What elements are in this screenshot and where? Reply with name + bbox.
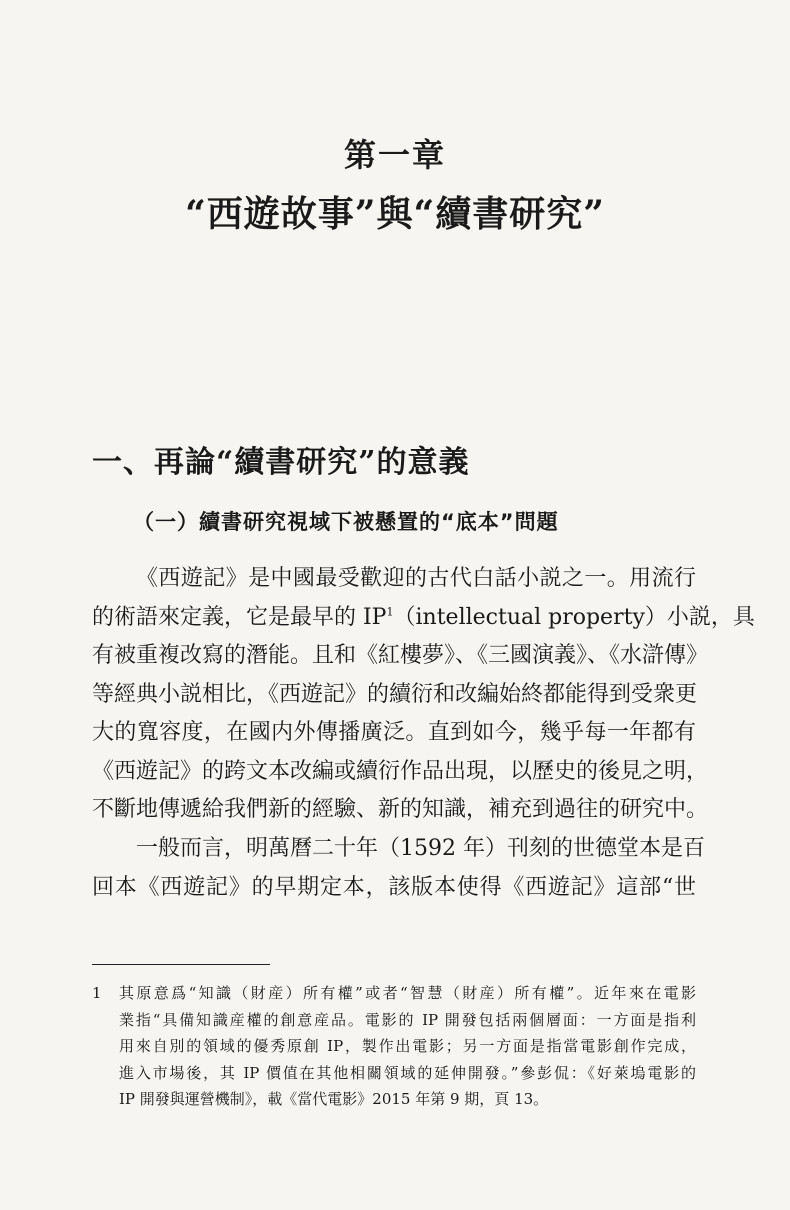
body-paragraph-1 — [92, 560, 755, 830]
text-segment: （intellectual property）小説，具 — [393, 604, 755, 630]
footnote-line: 用來自別的領域的優秀原創 IP，製作出電影；另一方面是指當電影創作完成， — [119, 1037, 696, 1055]
footnote-line: 業指“具備知識産權的創意産品。電影的 IP 開發包括兩個層面：一方面是指利 — [119, 1010, 696, 1029]
text-line: 《西遊記》是中國最受歡迎的古代白話小説之一。用流行 — [136, 566, 696, 591]
footnote-reference[interactable]: 1 — [386, 605, 394, 619]
section-heading: 一、再論“續書研究”的意義 — [92, 445, 470, 480]
subsection-heading: （一）續書研究視域下被懸置的“底本”問題 — [133, 510, 559, 534]
footnote-line: 其原意爲“知識（財産）所有權”或者“智慧（財産）所有權”。近年來在電影 — [119, 984, 696, 1002]
text-segment: 的術語來定義，它是最早的 IP — [92, 604, 387, 630]
footnote — [92, 980, 696, 1113]
text-line: 不斷地傳遞給我們新的經驗、新的知識，補充到過往的研究中。 — [92, 797, 709, 822]
text-line: 回本《西遊記》的早期定本，該版本使得《西遊記》這部“世 — [92, 874, 696, 900]
footnote-line: 進入市場後，其 IP 價值在其他相關領域的延伸開發。”參彭侃：《好萊塢電影的 — [119, 1063, 696, 1082]
footnote-divider — [92, 964, 270, 965]
chapter-number: 第一章 — [343, 136, 446, 174]
chapter-title: “西遊故事”與“續書研究” — [185, 193, 605, 235]
text-line: 有被重複改寫的潛能。且和《紅樓夢》、《三國演義》、《水滸傳》 — [92, 643, 709, 668]
text-line: 一般而言，明萬曆二十年（1592 年）刊刻的世德堂本是百 — [136, 836, 705, 861]
footnote-text — [119, 980, 696, 1113]
footnote-number: 1 — [92, 984, 102, 1002]
text-line: 大的寬容度，在國内外傳播廣泛。直到如今，幾乎每一年都有 — [92, 720, 696, 745]
text-line-with-footnote — [92, 599, 755, 638]
text-line: 《西遊記》的跨文本改編或續衍作品出現，以歷史的後見之明， — [92, 758, 709, 784]
footnote-line: IP 開發與運營機制》，載《當代電影》2015 年第 9 期，頁 13。 — [119, 1090, 549, 1108]
body-paragraph-2 — [92, 830, 705, 907]
text-line: 等經典小説相比，《西遊記》的續衍和改編始終都能得到受衆更 — [92, 681, 698, 707]
